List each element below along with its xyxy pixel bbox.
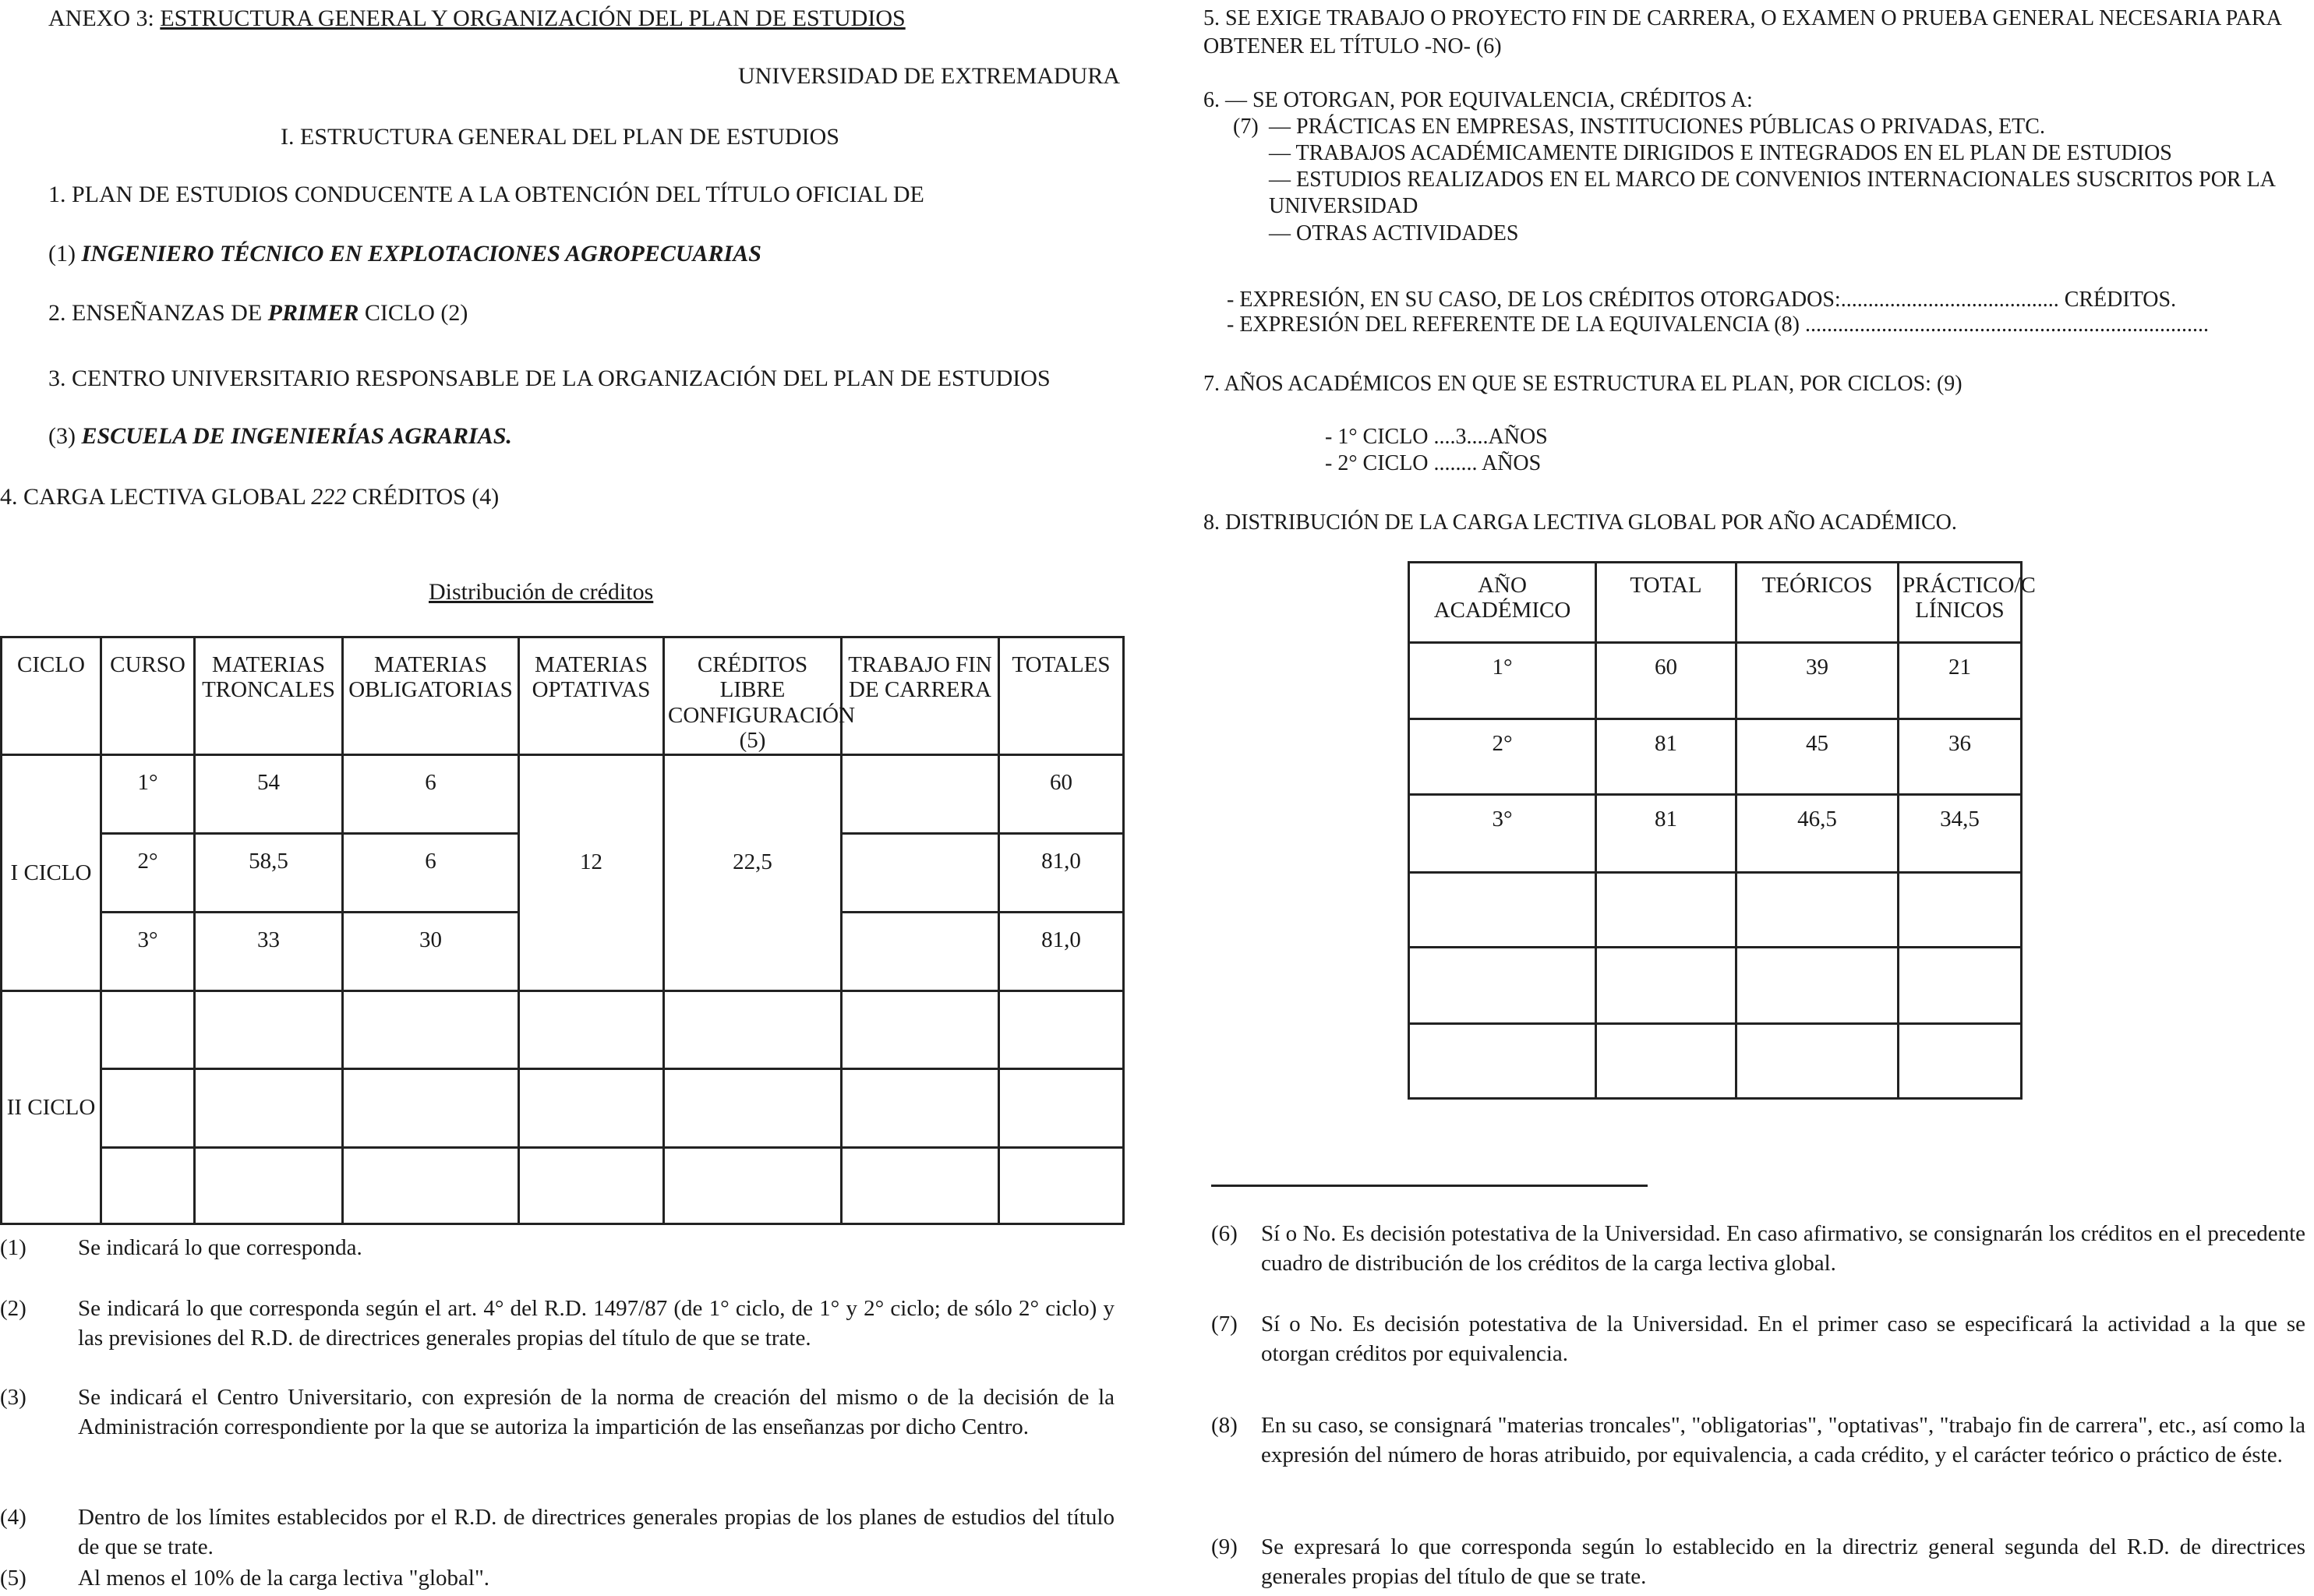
cycle-1-years: - 1° CICLO ....3....AÑOS [1325,425,1548,449]
empty-cell [519,1147,664,1223]
libre-cell: 22,5 [664,754,842,990]
empty-cell [842,1147,999,1223]
empty-cell [343,990,519,1068]
practicos-cell: 21 [1899,643,2022,719]
cycle-1-cell: I CICLO [2,754,101,990]
table-row [1409,1024,2022,1099]
annex-label: ANEXO 3: [48,5,154,31]
empty-cell [664,1068,842,1147]
troncales-cell: 33 [195,912,343,990]
option-otras: — OTRAS ACTIVIDADES [1269,221,1519,245]
empty-cell [195,1147,343,1223]
item-7: 7. AÑOS ACADÉMICOS EN QUE SE ESTRUCTURA EL PLAN, POR CICLOS: (9) [1203,372,1962,396]
item-3-ref: (3) [48,423,76,449]
col-obligatorias: MATERIAS OBLIGATORIAS [343,637,519,755]
item-2-suffix: CICLO (2) [364,300,468,326]
empty-cell [1736,873,1899,948]
cycle-years [1325,424,1548,477]
col-curso: CURSO [101,637,195,755]
table-row [2,754,1124,833]
footnote-number: (8) [1211,1413,1238,1438]
empty-cell [1899,873,2022,948]
col-totales: TOTALES [999,637,1124,755]
footnote-number: (5) [0,1566,26,1591]
year-distribution-table [1408,561,2036,1100]
empty-cell [195,1068,343,1147]
empty-cell [343,1147,519,1223]
table-caption: Distribución de créditos [429,579,654,605]
credits-table [0,636,1125,1225]
footnote-text: Se expresará lo que corresponda según lo establecido en la directriz general segunda del R.D. de directrices generales propias del título de que se trate. [1261,1534,2305,1590]
option-estudios: — ESTUDIOS REALIZADOS EN EL MARCO DE CONVENIOS INTERNACIONALES SUSCRITOS POR LA UNIVERSIDAD [1269,168,2275,219]
col-total: TOTAL [1596,563,1736,643]
total-cell: 81,0 [999,833,1124,912]
empty-cell [999,1068,1124,1147]
item-1-heading: 1. PLAN DE ESTUDIOS CONDUCENTE A LA OBTENCIÓN DEL TÍTULO OFICIAL DE [48,182,924,207]
empty-cell [999,1147,1124,1223]
col-trabajo-fin: TRABAJO FIN DE CARRERA [842,637,999,755]
col-libre-configuracion: CRÉDITOS LIBRE CONFIGURACIÓN (5) [664,637,842,755]
obligatorias-cell: 6 [343,833,519,912]
col-practicos: PRÁCTICO/C LÍNICOS [1899,563,2022,643]
item-1-value-line [48,240,761,268]
empty-cell [101,990,195,1068]
total-credits: 222 [311,484,347,510]
item-6-heading: 6. — SE OTORGAN, POR EQUIVALENCIA, CRÉDITOS A: [1203,88,1753,112]
empty-cell [999,990,1124,1068]
curso-cell: 1° [101,754,195,833]
footnote-separator [1211,1185,1648,1187]
troncales-cell: 54 [195,754,343,833]
teoricos-cell: 45 [1736,719,1899,795]
empty-cell [1596,1024,1736,1099]
troncales-cell: 58,5 [195,833,343,912]
obligatorias-cell: 30 [343,912,519,990]
empty-cell [101,1147,195,1223]
footnote-text: Sí o No. Es decisión potestativa de la Universidad. En caso afirmativo, se consignarán los créditos en el precedente cuadro de distribución de los créditos de la carga lectiva global. [1261,1221,2305,1276]
credits-header-row [2,637,1124,755]
table-row [2,1068,1124,1147]
empty-cell [101,1068,195,1147]
empty-cell [1409,873,1596,948]
center-name: ESCUELA DE INGENIERÍAS AGRARIAS. [81,423,512,449]
col-teoricos: TEÓRICOS [1736,563,1899,643]
university-name: UNIVERSIDAD DE EXTREMADURA [738,63,1120,89]
total-cell: 60 [999,754,1124,833]
footnote-number: (9) [1211,1534,1238,1559]
trabajo-cell [842,833,999,912]
footnote-number: (3) [0,1385,26,1410]
footnote-text: Al menos el 10% de la carga lectiva "global". [78,1566,490,1591]
empty-cell [343,1068,519,1147]
empty-cell [1899,1024,2022,1099]
empty-cell [1899,948,2022,1024]
year-cell: 1° [1409,643,1596,719]
credits-granted-line: - EXPRESIÓN, EN SU CASO, DE LOS CRÉDITOS OTORGADOS:........................................ CRÉDITOS. [1227,288,2177,312]
footnote-number: (6) [1211,1221,1238,1246]
empty-cell [1736,948,1899,1024]
total-cell: 81 [1596,795,1736,873]
obligatorias-cell: 6 [343,754,519,833]
empty-cell [1736,1024,1899,1099]
teoricos-cell: 39 [1736,643,1899,719]
col-anio: AÑO ACADÉMICO [1409,563,1596,643]
footnote-number: (4) [0,1505,26,1530]
cycle-2-cell: II CICLO [2,990,101,1223]
col-optativas: MATERIAS OPTATIVAS [519,637,664,755]
table-row [2,1147,1124,1223]
footnote-number: (1) [0,1235,26,1260]
footnote-text: Sí o No. Es decisión potestativa de la Universidad. En el primer caso se especificará la actividad a la que se otorgan créditos por equivalencia. [1261,1312,2305,1367]
footnote-text: Se indicará lo que corresponda. [78,1235,362,1260]
trabajo-cell [842,912,999,990]
table-row [1409,719,2022,795]
total-cell: 60 [1596,643,1736,719]
item-2-line [48,299,468,327]
item-4-suffix: CRÉDITOS (4) [352,484,500,510]
year-header-row [1409,563,2022,643]
total-cell: 81,0 [999,912,1124,990]
empty-cell [1409,1024,1596,1099]
empty-cell [1409,948,1596,1024]
table-row [1409,873,2022,948]
col-troncales: MATERIAS TRONCALES [195,637,343,755]
empty-cell [1596,873,1736,948]
footnote-text: Dentro de los límites establecidos por el R.D. de directrices generales propias de los planes de estudios del título de que se trate. [78,1505,1115,1560]
empty-cell [842,990,999,1068]
trabajo-cell [842,754,999,833]
option-trabajos: — TRABAJOS ACADÉMICAMENTE DIRIGIDOS E INTEGRADOS EN EL PLAN DE ESTUDIOS [1269,141,2172,166]
empty-cell [842,1068,999,1147]
item-6-options [1269,114,2305,247]
item-1-ref: (1) [48,241,76,267]
curso-cell: 3° [101,912,195,990]
table-row [1409,643,2022,719]
item-6-ref: (7) [1233,115,1259,139]
year-cell: 3° [1409,795,1596,873]
practicos-cell: 36 [1899,719,2022,795]
item-3-heading: 3. CENTRO UNIVERSITARIO RESPONSABLE DE LA ORGANIZACIÓN DEL PLAN DE ESTUDIOS [48,365,1051,391]
practicos-cell: 34,5 [1899,795,2022,873]
col-ciclo: CICLO [2,637,101,755]
item-2-prefix: 2. ENSEÑANZAS DE [48,300,263,326]
annex-title: ESTRUCTURA GENERAL Y ORGANIZACIÓN DEL PLAN DE ESTUDIOS [160,5,906,31]
empty-cell [664,1147,842,1223]
cycle-value: PRIMER [267,300,359,326]
item-4-line [0,483,499,511]
table-row [2,990,1124,1068]
empty-cell [519,1068,664,1147]
footnote-text: Se indicará lo que corresponda según el art. 4° del R.D. 1497/87 (de 1° ciclo, de 1° y 2° ciclo; de sólo 2° ciclo) y las previsiones del R.D. de directrices generales propias del título de que se trate. [78,1296,1115,1351]
section-title: I. ESTRUCTURA GENERAL DEL PLAN DE ESTUDIOS [281,124,839,150]
curso-cell: 2° [101,833,195,912]
empty-cell [519,990,664,1068]
footnote-text: En su caso, se consignará "materias troncales", "obligatorias", "optativas", "trabajo fin de carrera", etc., así como la expresión del número de horas atribuido, por equivalencia, a cada crédito, y el carácter teórico o práctico de éste. [1261,1413,2305,1468]
item-3-value-line [48,422,512,450]
total-cell: 81 [1596,719,1736,795]
item-4-prefix: 4. CARGA LECTIVA GLOBAL [0,484,306,510]
footnote-text: Se indicará el Centro Universitario, con expresión de la norma de creación del mismo o de la decisión de la Administración correspondiente por la que se autoriza la impartición de las enseñanzas por dicho Centro. [78,1385,1115,1440]
item-8: 8. DISTRIBUCIÓN DE LA CARGA LECTIVA GLOBAL POR AÑO ACADÉMICO. [1203,510,1957,535]
footnote-number: (2) [0,1296,26,1321]
year-cell: 2° [1409,719,1596,795]
equivalence-line: - EXPRESIÓN DEL REFERENTE DE LA EQUIVALENCIA (8) .......................................................................... [1227,312,2209,337]
optativas-cell: 12 [519,754,664,990]
table-row [1409,795,2022,873]
empty-cell [195,990,343,1068]
teoricos-cell: 46,5 [1736,795,1899,873]
footnote-number: (7) [1211,1312,1238,1336]
cycle-2-years: - 2° CICLO ........ AÑOS [1325,451,1542,476]
option-practicas: — PRÁCTICAS EN EMPRESAS, INSTITUCIONES PÚBLICAS O PRIVADAS, ETC. [1269,115,2045,139]
annex-heading [48,5,906,33]
table-row [1409,948,2022,1024]
empty-cell [1596,948,1736,1024]
item-5: 5. SE EXIGE TRABAJO O PROYECTO FIN DE CARRERA, O EXAMEN O PRUEBA GENERAL NECESARIA PARA OBTENER EL TÍTULO -NO- (6) [1203,6,2281,58]
empty-cell [664,990,842,1068]
degree-title: INGENIERO TÉCNICO EN EXPLOTACIONES AGROPECUARIAS [81,241,761,267]
